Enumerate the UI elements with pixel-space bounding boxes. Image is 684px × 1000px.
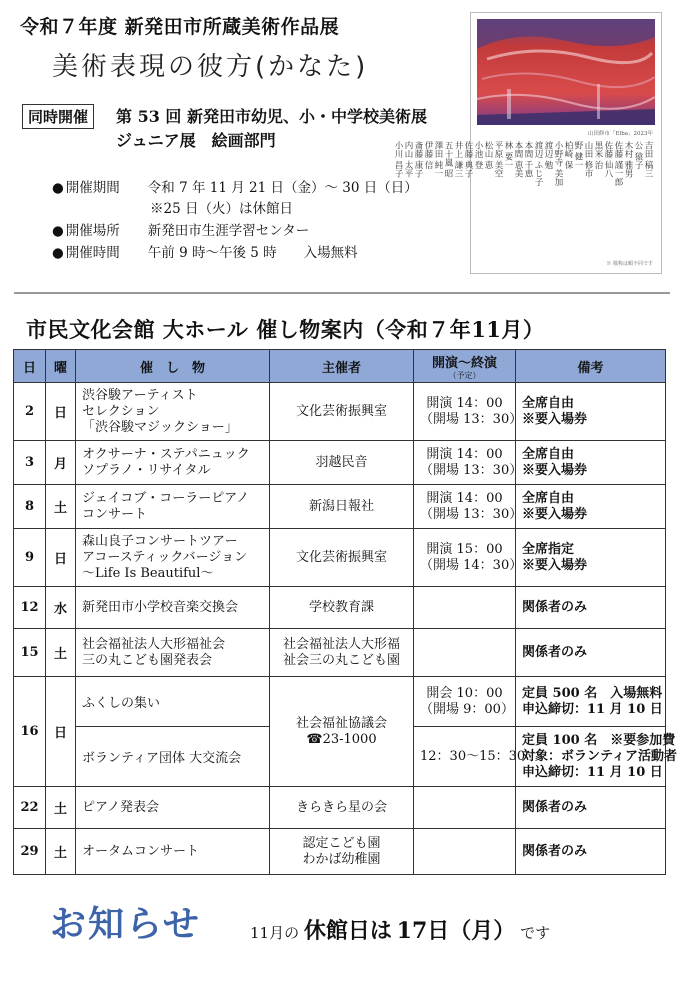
cell-event	[76, 441, 270, 485]
info-hours: ● 開催時間 午前 9 時～午後 5 時 入場無料	[52, 245, 358, 261]
cell-time	[414, 629, 516, 677]
cell-weekday: 土	[46, 787, 76, 829]
cell-weekday: 土	[46, 485, 76, 529]
cell-day: 16	[14, 677, 46, 787]
cell-time-line: （開場 13：30）	[420, 411, 523, 427]
cell-notes	[516, 787, 666, 829]
cell-notes	[516, 529, 666, 587]
cell-organizer	[270, 677, 414, 787]
cell-organizer	[270, 629, 414, 677]
cell-notes-line: ※要入場券	[522, 462, 588, 478]
cell-organizer-line: 文化芸術振興室	[295, 549, 387, 565]
cell-notes-line: ※要入場券	[522, 557, 588, 573]
table-header-row	[14, 350, 666, 383]
cell-notes	[516, 829, 666, 875]
hall-schedule-title: 市民文化会館 大ホール 催し物案内（令和７年11月）	[26, 317, 545, 342]
artist-name: 小池 登	[473, 141, 483, 170]
cell-organizer-line: きらきら星の会	[295, 799, 387, 815]
cell-event-line: 新発田市小学校音楽交換会	[82, 599, 239, 615]
concurrent-event-title: 第 53 回 新発田市幼児、小・中学校美術展	[116, 107, 427, 126]
header-event: 催 し 物	[76, 350, 270, 383]
cell-day: 22	[14, 787, 46, 829]
artist-name: 小川 昌子	[393, 141, 403, 178]
cell-organizer-line: ☎23-1000	[306, 731, 377, 747]
artist-name: 林 要一	[503, 141, 513, 170]
exhibition-subtitle: 美術表現の彼方(かなた)	[52, 52, 369, 82]
cell-notes-line: 関係者のみ	[522, 799, 588, 815]
cell-notes-line: 全席自由	[522, 395, 575, 411]
artist-name: 井上 謙三	[453, 141, 463, 178]
cell-organizer	[270, 787, 414, 829]
cell-event-line: セレクション	[82, 403, 160, 419]
artist-name: 黒米 治	[593, 141, 603, 170]
cell-organizer	[270, 441, 414, 485]
artist-name: 野 健一	[573, 141, 583, 170]
cell-time	[414, 787, 516, 829]
cell-time	[414, 383, 523, 441]
cell-time-line: 開演 14：00	[426, 490, 503, 506]
cell-notes-line: 対象：ボランティア活動者	[522, 748, 677, 764]
cell-event-line: ソプラノ・リサイタル	[82, 462, 211, 478]
concurrent-badge: 同時開催	[22, 104, 94, 129]
cell-event-line: 「渋谷駿マジックショー」	[82, 419, 238, 435]
cell-event	[76, 383, 270, 441]
cell-organizer-line: わかば幼稚園	[302, 851, 381, 867]
cell-event: ボランティア団体 大交流会	[76, 727, 270, 787]
info-period: ● 開催期間 令和 7 年 11 月 21 日（金）～ 30 日（日）	[52, 180, 418, 196]
table-row	[14, 485, 666, 529]
header-weekday: 曜	[46, 350, 76, 383]
cell-organizer	[270, 587, 414, 629]
cell-organizer-line: 新潟日報社	[308, 498, 374, 514]
cell-notes-line: ※要入場券	[522, 411, 588, 427]
cell-event-line: アコースティックバージョン	[82, 549, 248, 565]
artist-name: 本間 千恵	[523, 141, 533, 178]
artist-name: 斎藤 康子	[413, 141, 423, 178]
header-organizer: 主催者	[270, 350, 414, 383]
artist-name: 渡辺 勉	[543, 141, 553, 170]
cell-event-line: 森山良子コンサートツアー	[82, 533, 238, 549]
cell-notes	[516, 485, 666, 529]
cell-event	[76, 529, 270, 587]
cell-event: ふくしの集い	[76, 677, 270, 727]
artist-name: 五十嵐 昭	[443, 141, 453, 178]
cell-day: 12	[14, 587, 46, 629]
artist-name: 渡辺 ふじ子	[533, 141, 543, 187]
cell-organizer-line: 文化芸術振興室	[295, 403, 387, 419]
cell-notes-line: ※要入場券	[522, 506, 588, 522]
cell-organizer-line: 認定こども園	[302, 835, 381, 851]
artist-name: 吉田 稿三	[643, 141, 653, 178]
info-venue: ● 開催場所 新発田市生涯学習センター	[52, 223, 310, 239]
cell-organizer	[270, 829, 414, 875]
cell-notes-line: 関係者のみ	[522, 843, 588, 859]
cell-time	[414, 829, 516, 875]
table-row	[14, 677, 666, 727]
table-row	[14, 587, 666, 629]
artist-name: 伊藤 信	[423, 141, 433, 170]
table-row	[14, 529, 666, 587]
cell-event	[76, 787, 270, 829]
cell-time	[414, 587, 516, 629]
cell-organizer-line: 社会福祉協議会	[295, 715, 387, 731]
cell-day: 9	[14, 529, 46, 587]
concurrent-event-subtitle: ジュニア展 絵画部門	[116, 131, 276, 150]
artist-name: 内山 太平	[403, 141, 413, 178]
artwork-note: ※ 敬称は順不同です	[606, 261, 653, 267]
cell-notes	[516, 677, 666, 727]
cell-event	[76, 485, 270, 529]
cell-notes-line: 関係者のみ	[522, 644, 588, 660]
table-row	[14, 787, 666, 829]
cell-event-line: 社会福祉法人大形福祉会	[82, 636, 226, 652]
cell-event	[76, 587, 270, 629]
cell-event-line: オクサーナ・ステパニュック	[82, 446, 250, 462]
artist-name: 木村 雅男	[623, 141, 633, 178]
cell-weekday: 日	[46, 383, 76, 441]
section-divider	[14, 292, 670, 294]
artist-name: 平原 美空	[493, 141, 503, 178]
artist-name: 柏崎 保	[563, 141, 573, 170]
cell-event-line: ～Life Is Beautiful～	[82, 565, 214, 581]
cell-time	[414, 727, 526, 787]
cell-time	[414, 529, 523, 587]
cell-weekday: 土	[46, 629, 76, 677]
cell-time-line: （開場 14：30）	[420, 557, 523, 573]
cell-time-line: 開演 14：00	[426, 395, 503, 411]
artist-name: 佐藤 謹一郎	[613, 141, 623, 187]
cell-day: 15	[14, 629, 46, 677]
artwork-painting-image	[477, 19, 655, 125]
cell-organizer-line: 羽越民音	[315, 454, 368, 470]
cell-organizer-line: 社会福祉法人大形福	[282, 636, 400, 652]
cell-weekday: 月	[46, 441, 76, 485]
cell-notes	[516, 629, 666, 677]
cell-event-line: コンサート	[82, 506, 148, 522]
artist-name: 佐藤 典子	[463, 141, 473, 178]
cell-notes-line: 定員 100 名 ※要参加費	[522, 732, 676, 748]
cell-event-line: 渋谷駿アーティスト	[82, 387, 198, 403]
cell-organizer-line: 祉会三の丸こども園	[282, 652, 400, 668]
artist-name: 澤田 純一	[433, 141, 443, 178]
table-row	[14, 629, 666, 677]
cell-time-line: （開場 13：30）	[420, 462, 523, 478]
cell-notes-line: 申込締切：11 月 10 日	[522, 701, 663, 717]
cell-day: 2	[14, 383, 46, 441]
cell-event	[76, 629, 270, 677]
cell-time-line: 開演 15：00	[426, 541, 503, 557]
cell-organizer-line: 学校教育課	[308, 599, 374, 615]
cell-notes-line: 定員 500 名 入場無料	[522, 685, 663, 701]
cell-organizer	[270, 529, 414, 587]
artist-name: 公 猿子	[633, 141, 643, 170]
cell-day: 29	[14, 829, 46, 875]
cell-weekday: 土	[46, 829, 76, 875]
header-time: 開演～終演 （予定）	[414, 350, 516, 383]
cell-event	[76, 829, 270, 875]
cell-notes	[516, 727, 677, 787]
cell-time-line: （開場 13：30）	[420, 506, 523, 522]
cell-event-line: オータムコンサート	[82, 843, 200, 859]
cell-organizer	[270, 383, 414, 441]
cell-notes	[516, 587, 666, 629]
cell-day: 8	[14, 485, 46, 529]
info-closed-day: ※25 日（火）は休館日	[150, 201, 293, 217]
cell-event-line: ピアノ発表会	[82, 799, 159, 815]
cell-weekday: 水	[46, 587, 76, 629]
cell-notes-line: 関係者のみ	[522, 599, 588, 615]
notice-title: お知らせ	[50, 904, 201, 945]
cell-time	[414, 441, 523, 485]
header-notes: 備考	[516, 350, 666, 383]
cell-event-line: ジェイコブ・コーラーピアノ	[82, 490, 250, 506]
artist-name: 松山 恵	[483, 141, 493, 170]
artist-name: 佐藤 仙八	[603, 141, 613, 178]
cell-notes-line: 全席指定	[522, 541, 575, 557]
cell-day: 3	[14, 441, 46, 485]
cell-event-line: 三の丸こども園発表会	[82, 652, 213, 668]
cell-notes-line: 申込締切：11 月 10 日	[522, 764, 663, 780]
artwork-caption: 山田修市「Elba」2023年	[587, 131, 653, 137]
cell-notes-line: 全席自由	[522, 446, 575, 462]
cell-time-line: 開演 14：00	[426, 446, 503, 462]
table-row	[14, 383, 666, 441]
cell-time-line: 12：30～15：30	[420, 748, 526, 764]
table-row	[14, 441, 666, 485]
event-schedule-table	[13, 349, 677, 875]
artwork-panel	[393, 12, 662, 274]
cell-weekday: 日	[46, 529, 76, 587]
artist-list	[393, 141, 653, 259]
table-row	[14, 829, 666, 875]
notice-text: 11月の 休館日は 17日（月） です	[250, 918, 551, 944]
cell-time	[414, 485, 523, 529]
cell-notes	[516, 383, 666, 441]
cell-notes	[516, 441, 666, 485]
cell-time-line: （開場 9：00）	[420, 701, 514, 717]
artist-name: 山田 修市	[583, 141, 593, 178]
cell-organizer	[270, 485, 414, 529]
cell-time	[414, 677, 516, 727]
artist-name: 本間 恵美	[513, 141, 523, 178]
header-day: 日	[14, 350, 46, 383]
cell-weekday: 日	[46, 677, 76, 787]
artist-name: 小野寺 美加	[553, 141, 563, 187]
cell-notes-line: 全席自由	[522, 490, 575, 506]
cell-time-line: 開会 10：00	[426, 685, 503, 701]
exhibition-title: 令和７年度 新発田市所蔵美術作品展	[20, 16, 340, 38]
